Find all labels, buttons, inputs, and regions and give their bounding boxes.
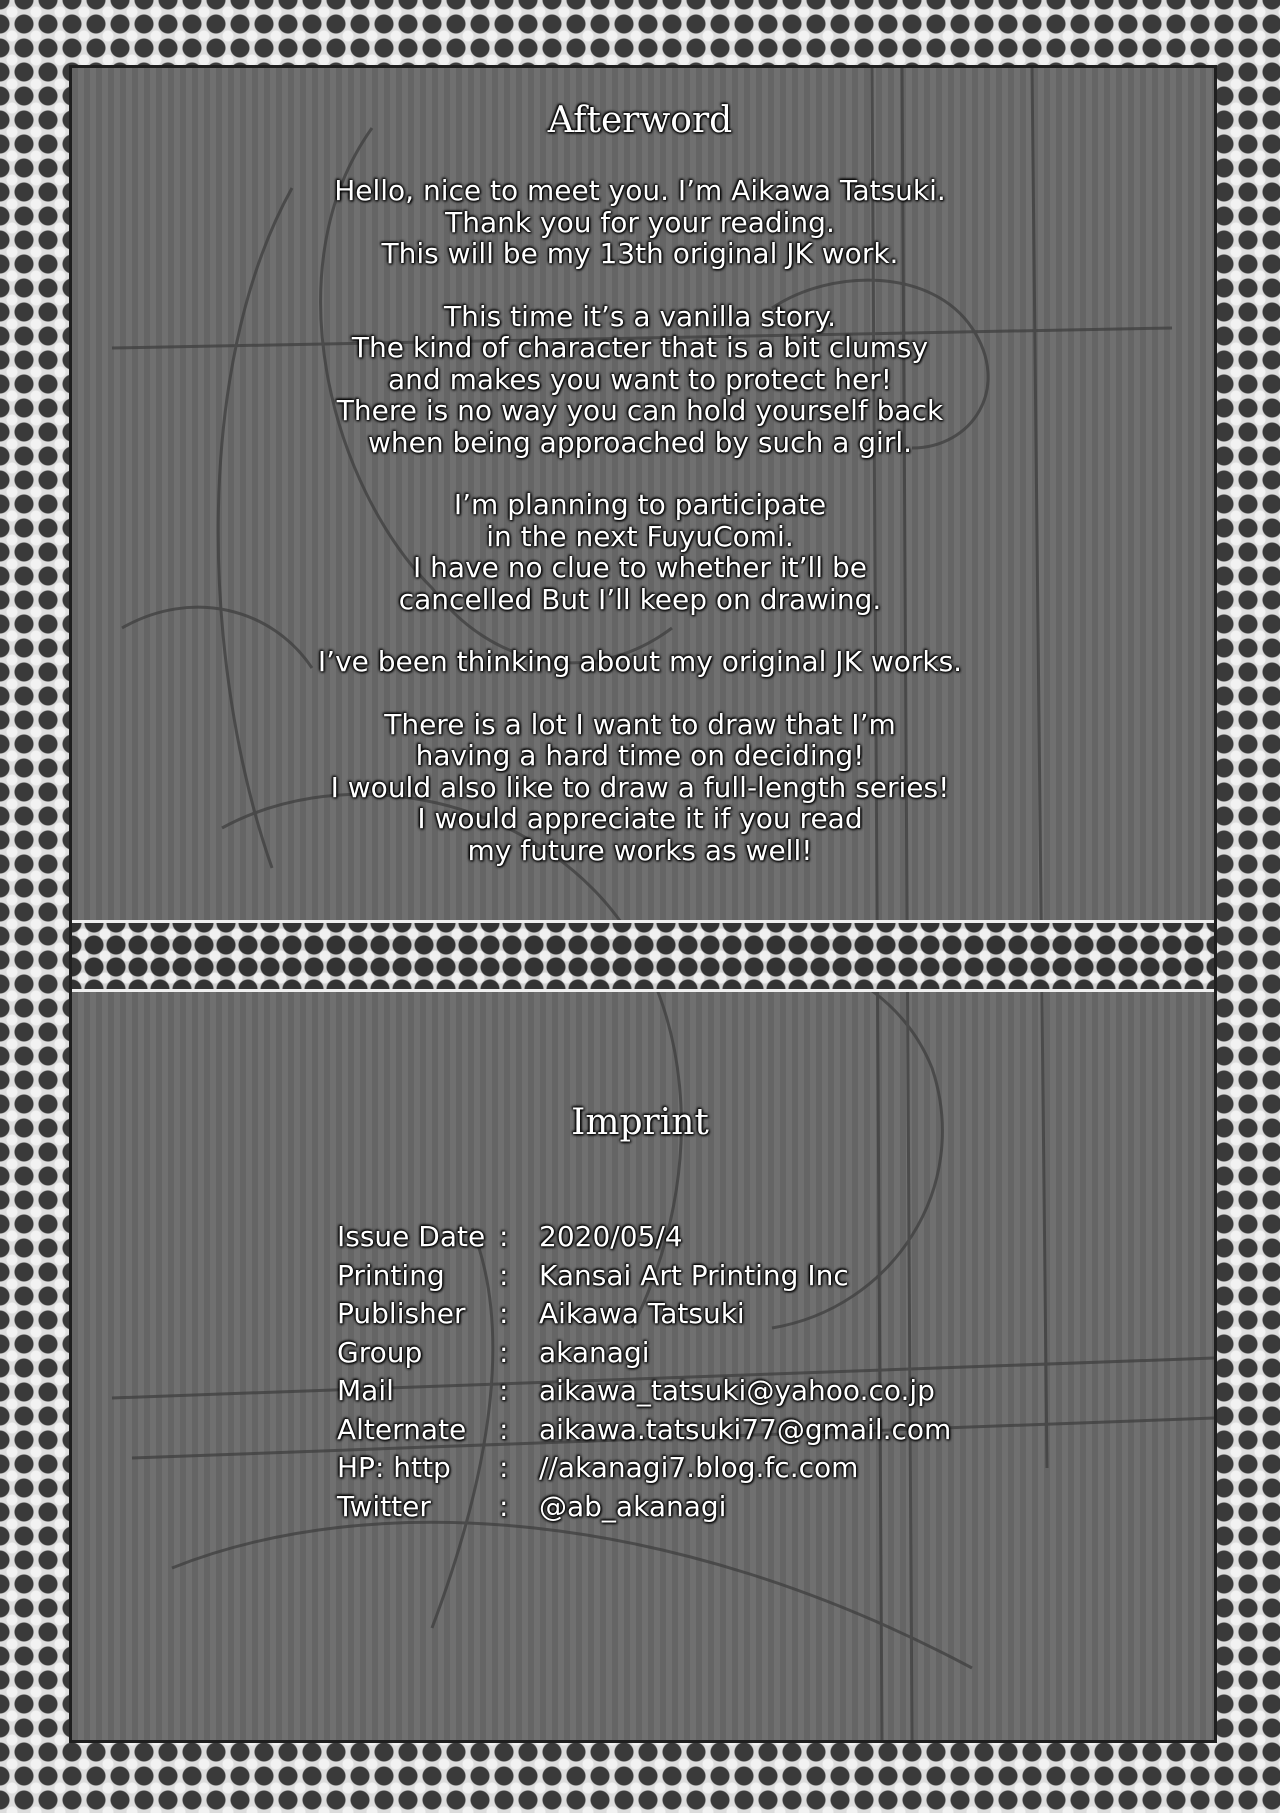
afterword-line: having a hard time on deciding!	[415, 739, 865, 772]
afterword-line: in the next FuyuComi.	[486, 519, 794, 553]
afterword-line: when being approached by such a girl.	[367, 425, 913, 459]
imprint-label: Alternate	[337, 1412, 467, 1446]
imprint-row	[337, 1449, 951, 1488]
afterword-line: There is a lot I want to draw that I’m	[384, 707, 896, 741]
afterword-line: cancelled But I’ll keep on drawing.	[398, 582, 882, 616]
imprint-table	[337, 1218, 951, 1526]
afterword-paragraph	[240, 646, 1040, 678]
afterword-line: I’m planning to participate	[453, 488, 827, 521]
imprint-label: Printing	[337, 1258, 445, 1292]
imprint-title: Imprint	[571, 1102, 709, 1143]
afterword-line: This time it’s a vanilla story.	[443, 299, 837, 333]
imprint-row	[337, 1218, 951, 1257]
imprint-separator: :	[499, 1412, 509, 1446]
imprint-row	[337, 1411, 951, 1450]
imprint-separator: :	[499, 1335, 509, 1369]
afterword-line: Hello, nice to meet you. I’m Aikawa Tatsuki.	[334, 174, 946, 207]
afterword-line: I would also like to draw a full-length series!	[330, 770, 950, 804]
afterword-line: This will be my 13th original JK work.	[381, 237, 899, 270]
afterword-line: Thank you for your reading.	[445, 205, 835, 239]
imprint-row	[337, 1372, 951, 1411]
afterword-paragraph	[240, 301, 1040, 459]
imprint-separator: :	[499, 1258, 509, 1292]
imprint-label: Issue Date	[337, 1220, 486, 1253]
afterword-line: I’ve been thinking about my original JK works.	[317, 645, 963, 678]
afterword-title: Afterword	[547, 100, 733, 141]
imprint-value: Aikawa Tatsuki	[539, 1297, 745, 1330]
imprint-separator: :	[499, 1451, 509, 1484]
imprint-label: Group	[337, 1335, 423, 1369]
imprint-row	[337, 1295, 951, 1334]
afterword-line: I have no clue to whether it’ll be	[413, 551, 867, 584]
imprint-separator: :	[499, 1489, 509, 1523]
ornamental-divider	[72, 920, 1214, 992]
afterword-paragraph	[240, 175, 1040, 270]
afterword-line: my future works as well!	[467, 833, 813, 867]
imprint-value: akanagi	[539, 1335, 650, 1369]
afterword-paragraph	[240, 709, 1040, 867]
imprint-label: Twitter	[337, 1489, 431, 1523]
imprint-row	[337, 1488, 951, 1527]
imprint-label: Mail	[337, 1374, 394, 1407]
imprint-value: aikawa_tatsuki@yahoo.co.jp	[539, 1374, 935, 1407]
imprint-row	[337, 1334, 951, 1373]
imprint-separator: :	[499, 1297, 509, 1330]
imprint-value: 2020/05/4	[539, 1220, 683, 1253]
imprint-value: @ab_akanagi	[539, 1489, 727, 1523]
imprint-separator: :	[499, 1220, 509, 1253]
afterword-line: The kind of character that is a bit clumsy	[351, 331, 929, 364]
imprint-value: //akanagi7.blog.fc.com	[539, 1451, 859, 1484]
afterword-line: and makes you want to protect her!	[388, 362, 892, 396]
afterword-line: There is no way you can hold yourself back	[336, 394, 944, 427]
afterword-line: I would appreciate it if you read	[417, 802, 863, 835]
imprint-value: Kansai Art Printing Inc	[539, 1258, 849, 1292]
imprint-label: Publisher	[337, 1297, 466, 1330]
afterword-body	[240, 175, 1040, 897]
imprint-label: HP: http	[337, 1451, 451, 1484]
imprint-separator: :	[499, 1374, 509, 1407]
imprint-row	[337, 1257, 951, 1296]
afterword-paragraph	[240, 489, 1040, 615]
imprint-value: aikawa.tatsuki77@gmail.com	[539, 1412, 952, 1446]
